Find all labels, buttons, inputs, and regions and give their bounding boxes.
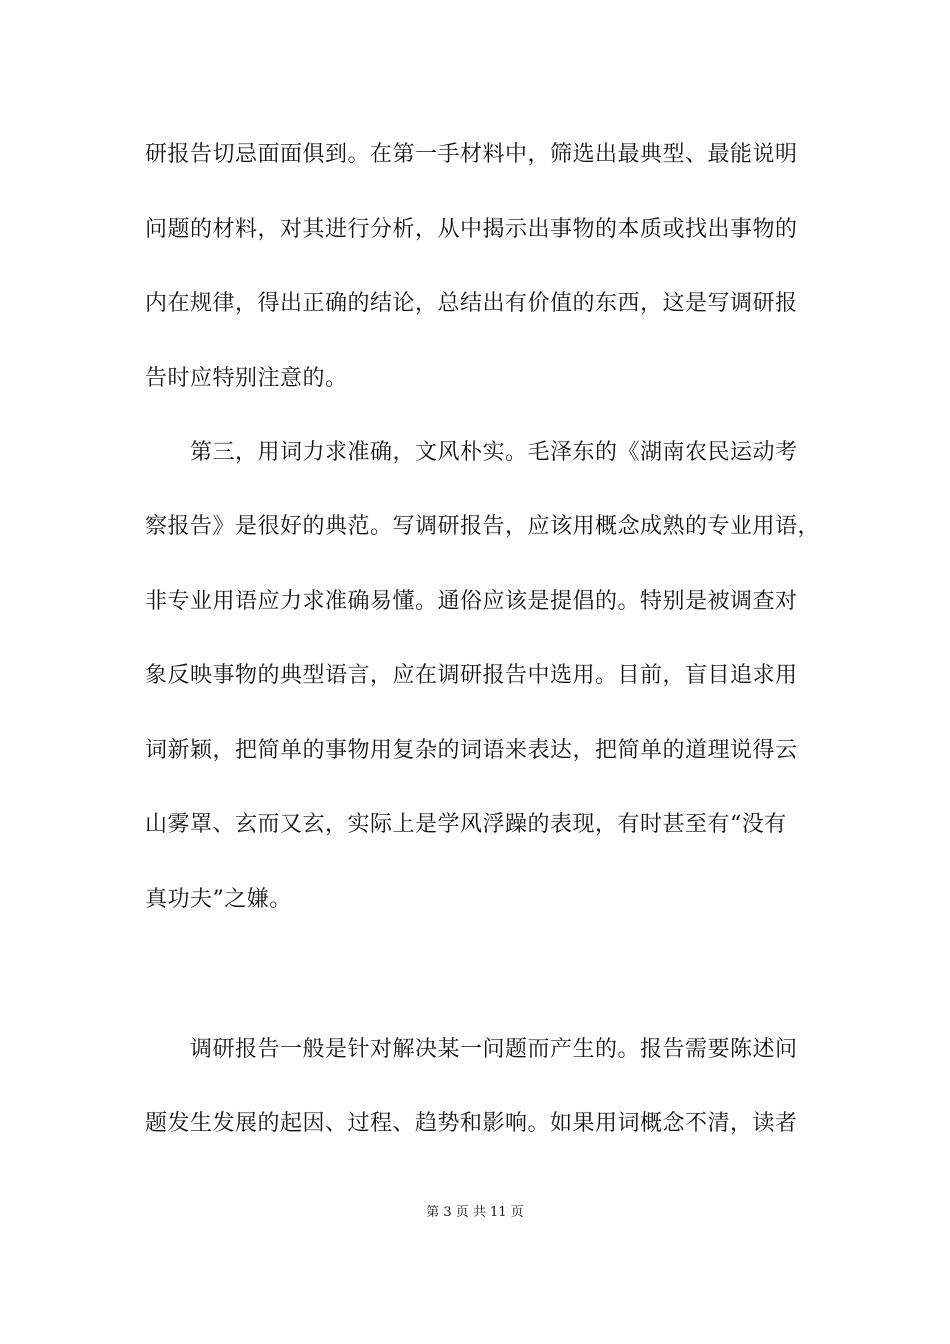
text-line: 内在规律，得出正确的结论，总结出有价值的东西，这是写调研报 — [145, 291, 798, 316]
page-footer — [0, 1204, 950, 1222]
text-line: 第三，用词力求准确，文风朴实。毛泽东的《湖南农民运动考 — [145, 440, 798, 465]
text-line: 象反映事物的典型语言，应在调研报告中选用。目前，盲目追求用 — [145, 663, 798, 688]
page-number-label: 第 3 页 共 11 页 — [426, 1205, 524, 1220]
text-line: 非专业用语应力求准确易懂。通俗应该是提倡的。特别是被调查对 — [145, 589, 798, 614]
text-line: 问题的材料，对其进行分析，从中揭示出事物的本质或找出事物的 — [145, 217, 798, 242]
text-line: 调研报告一般是针对解决某一问题而产生的。报告需要陈述问 — [145, 1037, 798, 1062]
text-line: 山雾罩、玄而又玄，实际上是学风浮躁的表现，有时甚至有“没有 — [145, 812, 787, 837]
text-line: 察报告》是很好的典范。写调研报告，应该用概念成熟的专业用语， — [145, 514, 821, 539]
text-line: 告时应特别注意的。 — [145, 366, 348, 391]
text-line: 真功夫”之嫌。 — [145, 887, 292, 912]
text-line: 题发生发展的起因、过程、趋势和影响。如果用词概念不清，读者 — [145, 1111, 798, 1136]
text-line: 研报告切忌面面俱到。在第一手材料中，筛选出最典型、最能说明 — [145, 142, 798, 167]
text-line: 词新颖，把简单的事物用复杂的词语来表达，把简单的道理说得云 — [145, 738, 798, 763]
